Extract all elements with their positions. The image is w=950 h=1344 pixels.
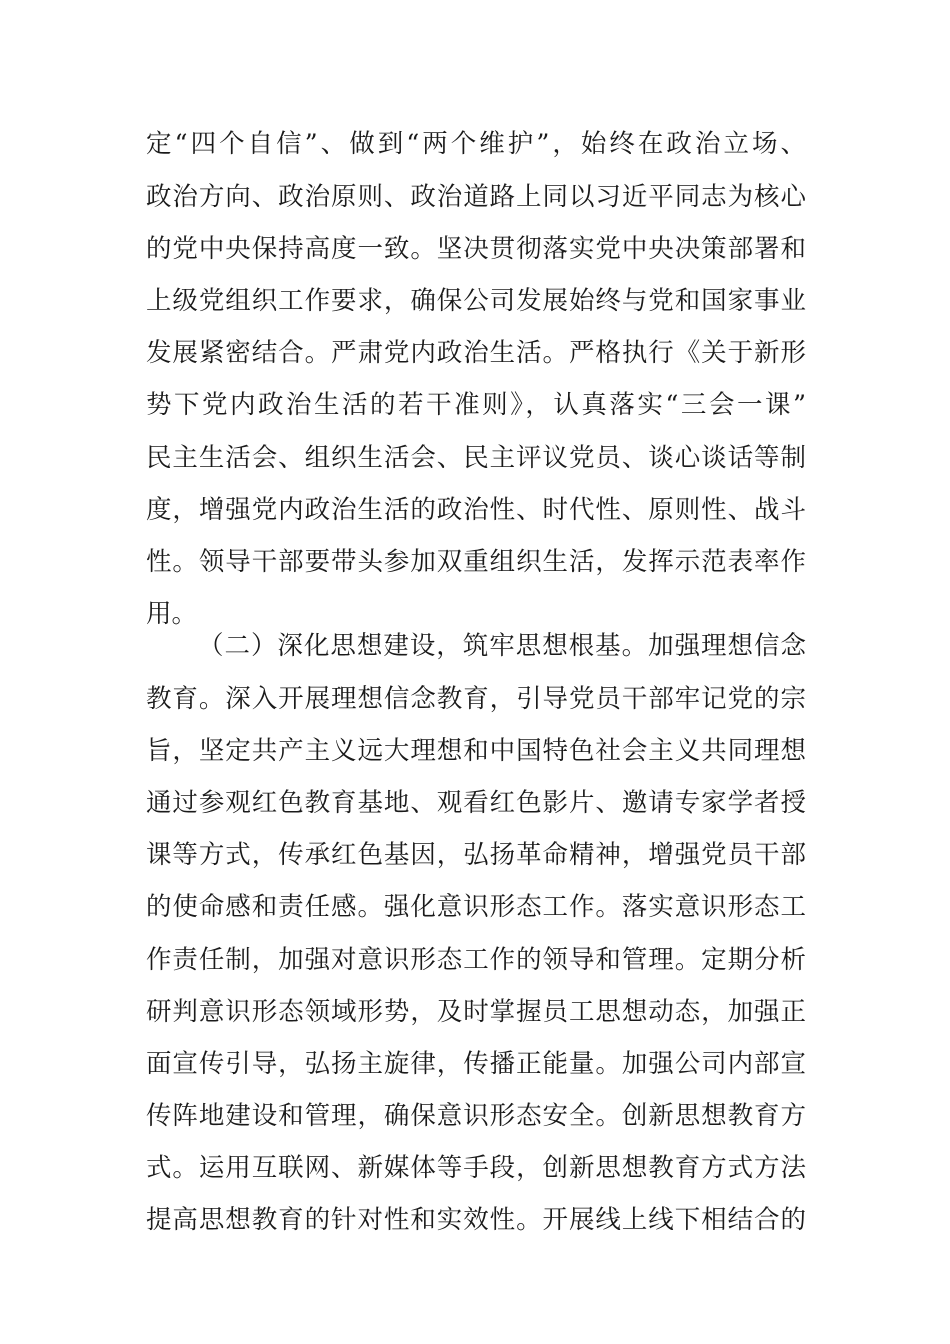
text-line-15: 课等方式，传承红色基因，弘扬革命精神，增强党员干部 [146, 840, 806, 870]
text-line-10: 用。 [146, 599, 198, 629]
text-line-5: 发展紧密结合。严肃党内政治生活。严格执行《关于新形 [146, 338, 806, 368]
text-line-8: 度，增强党内政治生活的政治性、时代性、原则性、战斗 [146, 495, 806, 525]
text-line-12: 教育。深入开展理想信念教育，引导党员干部牢记党的宗 [146, 684, 806, 714]
text-line-2: 政治方向、政治原则、政治道路上同以习近平同志为核心 [146, 182, 806, 212]
section-heading-line: （二）深化思想建设，筑牢思想根基。加强理想信念 [198, 631, 806, 661]
text-line-14: 通过参观红色教育基地、观看红色影片、邀请专家学者授 [146, 788, 806, 818]
text-line-20: 传阵地建设和管理，确保意识形态安全。创新思想教育方 [146, 1101, 806, 1131]
text-line-19: 面宣传引导，弘扬主旋律，传播正能量。加强公司内部宣 [146, 1049, 806, 1079]
text-line-4: 上级党组织工作要求，确保公司发展始终与党和国家事业 [146, 286, 806, 316]
text-line-13: 旨，坚定共产主义远大理想和中国特色社会主义共同理想 [146, 736, 806, 766]
text-line-22: 提高思想教育的针对性和实效性。开展线上线下相结合的 [146, 1205, 806, 1235]
text-line-17: 作责任制，加强对意识形态工作的领导和管理。定期分析 [146, 945, 806, 975]
text-line-7: 民主生活会、组织生活会、民主评议党员、谈心谈话等制 [146, 443, 806, 473]
text-line-9: 性。领导干部要带头参加双重组织生活，发挥示范表率作 [146, 547, 806, 577]
text-line-6: 势下党内政治生活的若干准则》，认真落实“三会一课” [146, 390, 806, 420]
text-line-16: 的使命感和责任感。强化意识形态工作。落实意识形态工 [146, 892, 806, 922]
text-line-1: 定“四个自信”、做到“两个维护”，始终在政治立场、 [146, 129, 806, 159]
text-line-21: 式。运用互联网、新媒体等手段，创新思想教育方式方法 [146, 1153, 806, 1183]
text-line-18: 研判意识形态领域形势，及时掌握员工思想动态，加强正 [146, 997, 806, 1027]
text-line-3: 的党中央保持高度一致。坚决贯彻落实党中央决策部署和 [146, 234, 806, 264]
